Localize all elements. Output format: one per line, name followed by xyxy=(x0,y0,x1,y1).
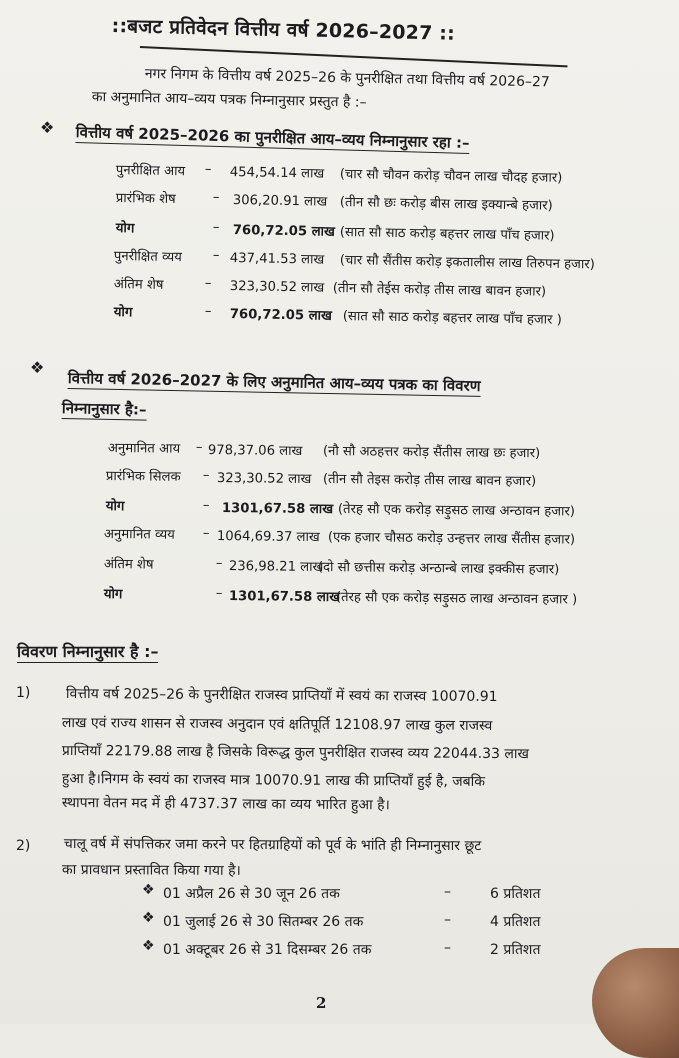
row-words: (तीन सौ तेईस करोड़ तीस लाख बावन हजार) xyxy=(332,280,547,300)
row-words: (एक हजार चौसठ करोड़ उन्हत्तर लाख सैंतीस हजार) xyxy=(327,529,576,548)
row-value: 1301,67.58 लाख xyxy=(221,500,334,518)
row-words: (नौ सौ अठहत्तर करोड़ सैंतीस लाख छः हजार) xyxy=(322,443,541,462)
paragraph-line: का प्रावधान प्रस्तावित किया गया है। xyxy=(61,862,241,879)
row-label: योग xyxy=(113,304,133,321)
row-label: प्रारंभिक शेष xyxy=(115,190,176,208)
row-label: अंतिम शेष xyxy=(113,276,164,293)
page-title: ::बजट प्रतिवेदन वित्तीय वर्ष 2026–2027 :: xyxy=(111,14,456,45)
row-label: अनुमानित व्यय xyxy=(103,526,175,543)
row-value: 323,30.52 लाख xyxy=(229,278,325,296)
paragraph-line: हुआ है।निगम के स्वयं का राजस्व मात्र 10070.91 लाख की प्राप्तियाँ हुई है, जबकि xyxy=(61,770,486,790)
row-dash: – xyxy=(204,304,212,320)
row-words: (दो सौ छत्तीस करोड़ अन्ठान्बे लाख इक्कीस हजार) xyxy=(317,559,560,578)
paragraph-line: स्थापना वेतन मद में ही 4737.37 लाख का व्यय भारित हुआ है। xyxy=(61,794,390,814)
row-label: योग xyxy=(115,220,135,237)
diamond-bullet-icon: ❖ xyxy=(142,910,155,926)
paragraph-line: लाख एवं राज्य शासन से राजस्व अनुदान एवं क्षतिपूर्ति 12108.97 लाख कुल राजस्व xyxy=(61,714,493,735)
row-dash: – xyxy=(212,220,220,236)
row-label: पुनरीक्षित आय xyxy=(115,162,186,180)
row-words: (तेरह सौ एक करोड़ सड़ुसठ लाख अन्ठावन हजार) xyxy=(337,501,576,520)
paragraph-line: प्राप्तियाँ 22179.88 लाख है जिसके विरूद्ध कुल पुनरीक्षित राजस्व व्यय 22044.33 लाख xyxy=(61,742,530,763)
row-dash: – xyxy=(212,248,220,264)
page-number: 2 xyxy=(316,994,327,1012)
row-value: 236,98.21 लाख xyxy=(228,558,324,575)
row-dash: – xyxy=(212,190,220,206)
row-value: 306,20.91 लाख xyxy=(232,192,328,210)
row-value: 437,41.53 लाख xyxy=(229,250,325,268)
item-1-number: 1) xyxy=(16,685,31,701)
row-label: प्रारंभिक सिलक xyxy=(105,468,181,485)
intro-line-1: नगर निगम के वित्तीय वर्ष 2025–26 के पुनरीक्षित तथा वित्तीय वर्ष 2026–27 xyxy=(144,65,550,91)
intro-line-2: का अनुमानित आय–व्यय पत्रक निम्नानुसार प्रस्तुत है :– xyxy=(91,88,367,111)
row-words: (चार सौ चौवन करोड़ चौवन लाख चौदह हजार) xyxy=(339,166,563,186)
title-underline xyxy=(140,46,568,67)
section-2-heading-text-2: निम्नानुसार है:– xyxy=(61,398,147,419)
row-value: 1064,69.37 लाख xyxy=(216,528,320,546)
row-dash: – xyxy=(202,526,210,542)
row-words: (तीन सौ तेइस करोड़ तीस लाख बावन हजार) xyxy=(322,471,537,490)
row-words: (तेरह सौ एक करोड़ सड़ुसठ लाख अन्ठावन हजार ) xyxy=(335,589,578,608)
row-words: (सात सौ साठ करोड़ बहत्तर लाख पाँच हजार) xyxy=(339,224,555,244)
discount-dash: – xyxy=(444,940,451,956)
item-2-number: 2) xyxy=(16,838,31,854)
row-value: 760,72.05 लाख xyxy=(232,222,335,240)
section-1-heading xyxy=(75,122,469,153)
row-value: 1301,67.58 लाख xyxy=(228,588,341,606)
diamond-bullet-icon: ❖ xyxy=(142,882,155,898)
section-2-heading-line-1 xyxy=(68,368,481,396)
paragraph-line: चालू वर्ष में संपत्तिकर जमा करने पर हितग्राहियों को पूर्व के भांति ही निम्नानुसार छूट xyxy=(63,836,482,855)
section-1-heading-text: वित्तीय वर्ष 2025–2026 का पुनरीक्षित आय–व्यय निम्नानुसार रहा :– xyxy=(75,122,470,152)
row-words: (चार सौ सैंतीस करोड़ इकतालीस लाख तिरुपन हजार) xyxy=(339,252,595,273)
diamond-bullet-icon: ❖ xyxy=(30,358,45,377)
row-dash: – xyxy=(195,440,203,456)
row-dash: – xyxy=(202,468,210,484)
row-value: 760,72.05 लाख xyxy=(229,306,332,324)
row-dash: – xyxy=(215,586,223,602)
row-label: पुनरीक्षित व्यय xyxy=(113,248,182,266)
row-label: अंतिम शेष xyxy=(103,556,154,573)
section-2-heading-text-1: वित्तीय वर्ष 2026–2027 के लिए अनुमानित आय–व्यय पत्रक का विवरण xyxy=(67,368,481,395)
row-label: योग xyxy=(103,586,123,603)
discount-dash: – xyxy=(444,884,451,900)
discount-rate: 4 प्रतिशत xyxy=(490,914,541,930)
row-value: 454,54.14 लाख xyxy=(229,164,325,182)
row-value: 323,30.52 लाख xyxy=(216,470,312,487)
discount-period: 01 अप्रैल 26 से 30 जून 26 तक xyxy=(163,886,340,902)
row-dash: – xyxy=(202,498,210,514)
section-2-heading-line-2 xyxy=(62,398,147,420)
discount-dash: – xyxy=(444,912,451,928)
row-dash: – xyxy=(204,162,212,178)
discount-period: 01 जुलाई 26 से 30 सितम्बर 26 तक xyxy=(163,914,364,930)
diamond-bullet-icon: ❖ xyxy=(40,118,55,137)
row-dash: – xyxy=(215,556,223,572)
row-label: अनुमानित आय xyxy=(107,440,181,457)
row-words: (सात सौ साठ करोड़ बहत्तर लाख पाँच हजार ) xyxy=(342,308,562,328)
paragraph-line: वित्तीय वर्ष 2025–26 के पुनरीक्षित राजस्व प्राप्तियाँ में स्वयं का राजस्व 10070.91 xyxy=(65,685,498,706)
row-dash: – xyxy=(204,276,212,292)
diamond-bullet-icon: ❖ xyxy=(142,938,155,954)
discount-rate: 6 प्रतिशत xyxy=(490,886,541,902)
row-words: (तीन सौ छः करोड़ बीस लाख इक्यान्बे हजार) xyxy=(339,194,553,214)
discount-period: 01 अक्टूबर 26 से 31 दिसम्बर 26 तक xyxy=(163,942,372,958)
row-value: 978,37.06 लाख xyxy=(207,442,303,459)
row-label: योग xyxy=(105,498,125,515)
discount-rate: 2 प्रतिशत xyxy=(490,942,541,958)
details-heading xyxy=(17,640,158,662)
details-heading-text: विवरण निम्नानुसार है :– xyxy=(17,642,159,661)
thumb-photo xyxy=(592,948,679,1058)
